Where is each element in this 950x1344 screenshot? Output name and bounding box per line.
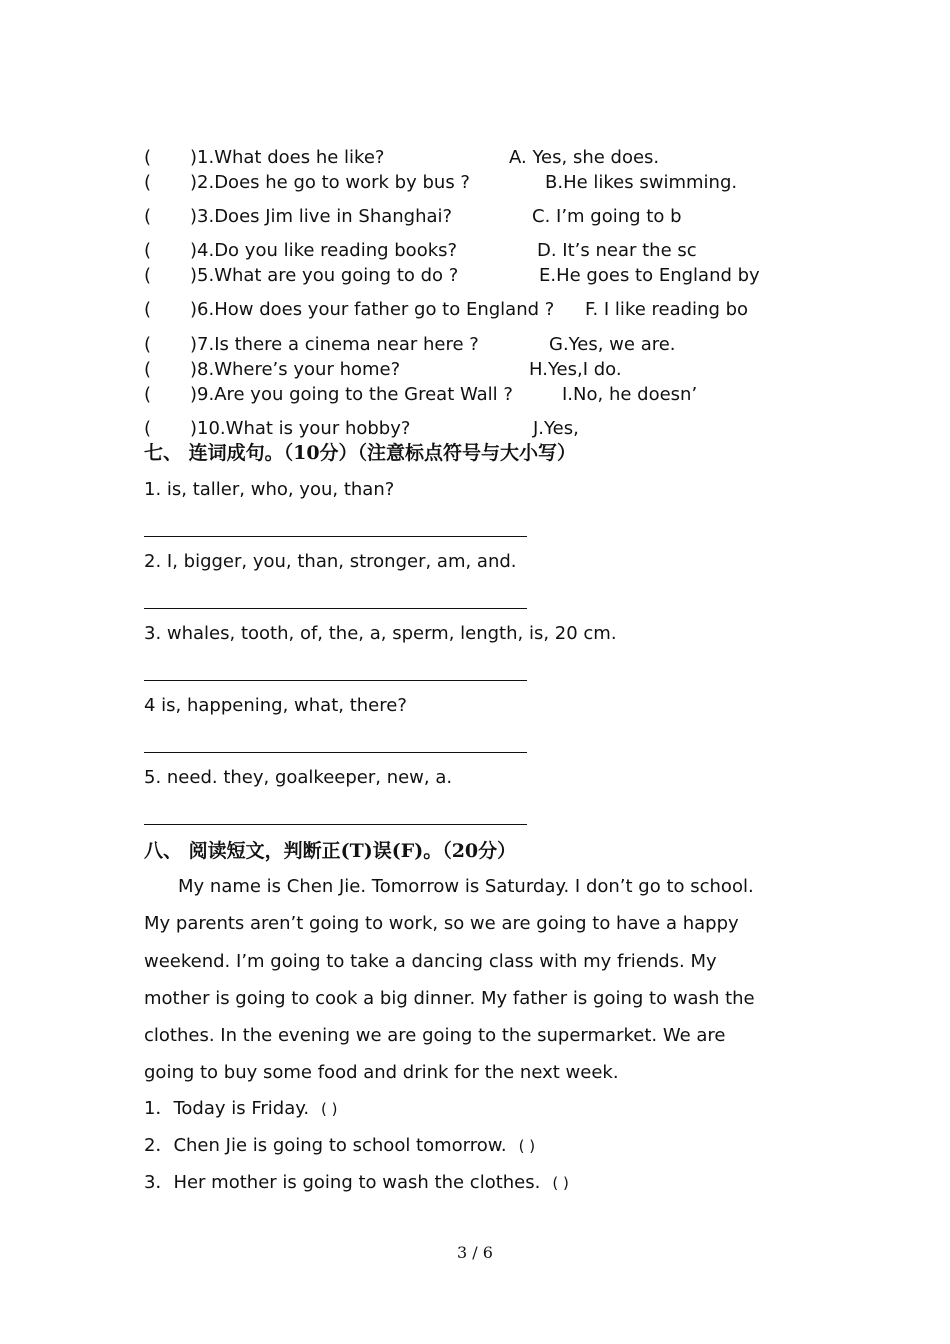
judge-question-3: 3．Her mother is going to wash the clothes. ( ) <box>144 1172 569 1193</box>
match-question-1: ( )1.What does he like? <box>144 147 385 168</box>
passage-line: going to buy some food and drink for the next week. <box>144 1062 619 1084</box>
answer-line-5[interactable] <box>144 824 527 825</box>
reading-passage <box>144 868 814 1092</box>
match-question-5: ( )5.What are you going to do ? <box>144 265 459 286</box>
answer-line-4[interactable] <box>144 752 527 753</box>
match-answer-f: F. I like reading bo <box>585 299 749 320</box>
passage-line: weekend. I’m going to take a dancing class with my friends. My <box>144 950 717 972</box>
answer-line-1[interactable] <box>144 536 527 537</box>
match-answer-a: A. Yes, she does. <box>509 147 660 168</box>
match-question-10: ( )10.What is your hobby? <box>144 418 411 439</box>
passage-line: My parents aren’t going to work, so we are going to have a happy <box>144 913 739 935</box>
match-answer-h: H.Yes,I do. <box>529 359 622 380</box>
sentence-item-3: 3. whales, tooth, of, the, a, sperm, length, is, 20 cm. <box>144 623 617 644</box>
match-question-8: ( )8.Where’s your home? <box>144 359 401 380</box>
answer-line-3[interactable] <box>144 680 527 681</box>
sentence-item-5: 5. need. they, goalkeeper, new, a. <box>144 767 453 788</box>
passage-line: My name is Chen Jie. Tomorrow is Saturday. I don’t go to school. <box>178 876 754 897</box>
judge-question-1: 1．Today is Friday. ( ) <box>144 1098 338 1119</box>
match-answer-d: D. It’s near the sc <box>537 240 697 261</box>
section-7-heading: 七、 连词成句。（10分）（注意标点符号与大小写） <box>144 442 577 464</box>
judge-question-2: 2．Chen Jie is going to school tomorrow. ( ) <box>144 1135 536 1156</box>
judge-answer-box-3[interactable]: ( ) <box>552 1174 569 1192</box>
section-8-heading: 八、 阅读短文，判断正(T)误(F)。（20分） <box>144 840 517 862</box>
match-answer-i: I.No, he doesn’ <box>562 384 698 405</box>
passage-line: clothes. In the evening we are going to the supermarket. We are <box>144 1025 726 1047</box>
passage-line: mother is going to cook a big dinner. My father is going to wash the <box>144 987 755 1009</box>
match-question-7: ( )7.Is there a cinema near here ? <box>144 334 479 355</box>
match-question-9: ( )9.Are you going to the Great Wall ? <box>144 384 513 405</box>
match-answer-g: G.Yes, we are. <box>549 334 676 355</box>
judge-answer-box-2[interactable]: ( ) <box>518 1137 536 1155</box>
match-answer-j: J.Yes, <box>533 418 579 439</box>
answer-line-2[interactable] <box>144 608 527 609</box>
match-question-6: ( )6.How does your father go to England ? <box>144 299 555 320</box>
match-answer-b: B.He likes swimming. <box>545 172 738 193</box>
sentence-item-1: 1. is, taller, who, you, than? <box>144 479 395 500</box>
sentence-item-2: 2. I, bigger, you, than, stronger, am, and. <box>144 551 517 572</box>
page-number: 3 / 6 <box>457 1243 493 1262</box>
match-question-3: ( )3.Does Jim live in Shanghai? <box>144 206 453 227</box>
judge-answer-box-1[interactable]: ( ) <box>321 1100 338 1118</box>
sentence-item-4: 4 is, happening, what, there? <box>144 695 407 716</box>
match-answer-e: E.He goes to England by <box>539 265 760 286</box>
match-question-2: ( )2.Does he go to work by bus ? <box>144 172 470 193</box>
match-answer-c: C. I’m going to b <box>532 206 682 227</box>
match-question-4: ( )4.Do you like reading books? <box>144 240 458 261</box>
